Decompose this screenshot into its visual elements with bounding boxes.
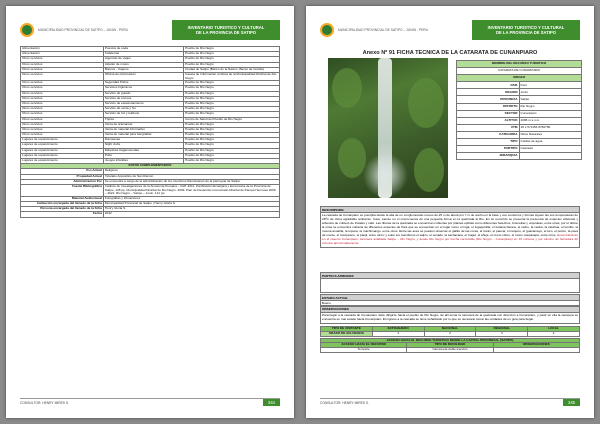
particularities-value [320,279,580,293]
left-page [6,6,294,418]
visitor-type-header: LOCAL [528,327,580,332]
info-value: Perú [519,82,582,89]
service-location: Pueblo de Rio Negro [184,47,280,52]
service-type: Seguridad Pol/se [103,81,183,86]
visitor-type-title: TIPO DE VISITANTE [321,327,373,332]
service-category: Otros servicios [21,96,104,101]
foliage [338,138,366,178]
service-location: Pueblo de Rio Negro [184,96,280,101]
service-type: Puestos de soda [103,47,183,52]
service-type: Servicios higiénicos [103,86,183,91]
info-label: TIPO [457,139,520,146]
info-label: SUBTIPO [457,146,520,153]
service-category: Otros servicios [21,127,104,132]
complementary-label: Uso Actual [21,169,104,174]
service-category: Otros servicios [21,72,104,80]
service-type: Venta de artesanías [103,122,183,127]
service-location: Centro de Salud del Pueblo de Rio Negro [184,117,280,122]
particularities-block [320,272,580,293]
info-row [457,139,582,146]
page-number: 345 [563,399,580,406]
info-row [457,89,582,96]
access-value: Camioneta doble tracción [407,348,493,353]
complementary-value: Fotografías y Filmaciones [103,196,279,201]
service-location: Pueblo de Rio Negro [184,62,280,67]
info-label: SECTOR [457,110,520,117]
service-location: Pueblo de Rio Negro [184,91,280,96]
service-location: Pueblo de Rio Negro [184,52,280,57]
description-block [320,206,580,248]
complementary-label: Material Audiovisual [21,196,104,201]
complementary-value: Henry Gloria S. [103,207,279,212]
foliage [414,148,444,192]
access-header: TIPO DE MOVILIDAD [407,343,493,348]
service-location: Caseta de Información turística de la Municipalidad Distrital de Rio Negro [184,72,280,80]
complementary-value: Vicariato Apostólico de San Ramón [103,174,279,179]
service-type: Servicio de venta y Su [103,107,183,112]
waterfall-mist [363,153,408,198]
service-location: Pueblo de Rio Negro [184,148,280,153]
service-type: Alquiler de motos [103,62,183,67]
info-row [457,82,582,89]
complementary-label: Administración Por [21,179,104,184]
visitor-affluence-label: GRADO DE AFLUENCIA [321,331,373,336]
table-row [21,72,280,80]
inventory-title-line2: DE LA PROVINCIA DE SATIPO [195,30,257,35]
access-value [493,348,579,353]
visitor-type-header: REGIONAL [476,327,528,332]
service-location: Pueblo de Rio Negro [184,57,280,62]
status-value: Bueno [320,301,580,306]
info-row [457,110,582,117]
service-type: Servicio de guiado [103,91,183,96]
service-type: Bancos - Cajeros [103,67,183,72]
info-value [519,153,582,160]
info-value: Cascada [519,146,582,153]
resource-info-table [456,60,582,160]
info-value: Rio Negro [519,103,582,110]
service-type: Venta de material para fotografías [103,133,183,138]
service-category: Otros servicios [21,112,104,117]
service-type: Pubs [103,153,183,158]
service-type: Agencias de viajes [103,57,183,62]
complementary-label: Fecha [21,212,104,217]
page-header [20,20,280,40]
visitor-affluence-value: 4 [476,331,528,336]
info-label: UTM [457,124,520,131]
inventory-title-line2: DE LA PROVINCIA DE SATIPO [495,30,557,35]
info-row [457,117,582,124]
info-value: Sitios Naturales [519,131,582,138]
service-type: Discotecas [103,138,183,143]
info-label: PROVINCIA [457,96,520,103]
info-label: REGION [457,89,520,96]
service-type: Servicio de luz y teléfono [103,112,183,117]
info-row [457,153,582,160]
description-body [320,213,580,248]
info-label: ALTITUD [457,117,520,124]
complementary-row [21,184,280,196]
complementary-value: Religioso [103,169,279,174]
complementary-value: Municipalidad Provincial de Satipo | Henry Gloria S. [103,202,279,207]
resource-name: CATARATA DE CUNANPIARO [457,68,582,75]
service-category: Otros servicios [21,81,104,86]
right-page [306,6,594,418]
service-category: Lugares de esparcimiento [21,153,104,158]
service-location: Pueblo de Rio Negro [184,112,280,117]
service-type: Night clubs [103,143,183,148]
service-location: Pueblo de Rio Negro [184,101,280,106]
service-location: Pueblo de Rio Negro [184,153,280,158]
complementary-row [21,212,280,217]
info-value: Cunanpiaro [519,110,582,117]
info-label: CATEGORIA [457,131,520,138]
complementary-value: Se encuentra a cargo de la administración de los miembros Ramónianos de la parroquia de Satipo. [103,179,279,184]
page-header [320,20,580,40]
access-value: Terrestre [321,348,407,353]
service-category: Otros servicios [21,117,104,122]
status-block [320,294,580,324]
municipality-name: MUNICIPALIDAD PROVINCIAL DE SATIPO – JUNIN - PERU [338,28,429,32]
service-category: Otros servicios [21,107,104,112]
access-header: OBSERVACIONES [493,343,579,348]
visitor-affluence-value: 4 [528,331,580,336]
visitor-table [320,326,580,337]
inventory-title-box [172,20,280,40]
page-number: 344 [263,399,280,406]
service-location: Pueblo de Rio Negro [184,86,280,91]
service-type: Servicio de correos [103,96,183,101]
service-location: Pueblo de Rio Negro [184,127,280,132]
sheet-title: Anexo Nº 91 FICHA TECNICA DE LA CATARATA DE CUNANPIARO [362,50,538,56]
visitor-block [320,326,580,353]
service-location: Pueblo de Rio Negro [184,159,280,164]
service-type: Máquinas tragamonedas [103,148,183,153]
consultant-name: CONSULTOR: HENRY MIRES S. [320,400,370,405]
foliage [332,68,362,108]
info-row [457,146,582,153]
complementary-value: Instituto de Investigaciones de la Amazonía Peruana – IIAP. 2011. Zonificación Ecológica y Económica de la Provincia de Satipo, 128 pp. Municipalidad Distrital de Rio Negro. 2009. Plan de Desarrollo Concertado Distrital de Pampa Hermosa 2009 – 2021. Rio Negro – Satipo – Junín. 121 pp. [103,184,279,196]
description-title: DESCRIPCION [320,206,580,213]
service-location: Pueblo de Rio Negro [184,122,280,127]
description-text: La cascada de Cunanpiaro se precipita desde la alta de un conglomerado rocoso de 25 m de altura por 7 m de ancho en la base y sus contornos y formas siguen las sus temperaturas de 28ºC de clima agradable ambiente. Cara, caerse en el microcuenca de una pequeña forma en la quebrada al Rio. En su recorrido se presenta la presencia de especies arbóreas y arbustos de cultivos de frutales y café. Las riberas de la quebrada se encuentran cubiertas por plantas epifitas como diferentes helechos, bromelias y orquídeas, entre otras; por el último la cima se encuentra cubierta de diferentes especies de flora que se encuentran en el lugar como el ingá, el ingaquinilla, el bolaina blanca, el cedro, la caoba, la catahua, el tornillo, la moena amarilla, la lupuna, la machimango, entre otros. Entre las aves se pueden observar el gallito de las rocas, el tucán, el paucar, el relojero, el guacamayo, el loro, el perico, la pava de monte, el trompetero, el paujil, entre otros; y entre los mamíferos el sajino, el venado, la sachavaca, el majaz, el añuje, el mono choro, el mono maquisapa, entre otros. [322,213,578,237]
status-title: ESTADO ACTUAL [320,294,580,301]
info-value: Caídas de agua [519,139,582,146]
service-category: Otros servicios [21,101,104,106]
service-category: Lugares de esparcimiento [21,148,104,153]
info-row [457,124,582,131]
service-category: Alimentación [21,47,104,52]
services-table [20,46,280,218]
visitor-affluence-value: 2 [424,331,476,336]
service-location: Pueblo de Rio Negro [184,107,280,112]
complementary-label: Institución encargada del llenado de la ficha [21,202,104,207]
access-table [320,338,580,353]
service-location: Pueblo de Rio Negro [184,143,280,148]
access-note: Encontrándose en el caserío Cunanpiaro; carretera asfaltada Satipo – Rio Negro, y desde Rio Negro por trocha carrozable (Rio Negro – Cunanpiaro) en 15 minutos y por camino de herradura 20 minutos aproximadamente. [322,232,578,245]
info-value: Satipo [519,96,582,103]
page-footer [20,398,280,406]
service-category: Lugares de esparcimiento [21,138,104,143]
info-label: JERARQUIA [457,153,520,160]
visitor-type-header: NACIONAL [424,327,476,332]
service-category: Otros servicios [21,57,104,62]
consultant-name: CONSULTOR: HENRY MIRES S. [20,400,70,405]
info-row [457,96,582,103]
info-row [457,131,582,138]
service-category: Otros servicios [21,91,104,96]
service-type: Juegos infantiles [103,159,183,164]
location-header: UBIGEO [457,75,582,82]
service-location: Ciudad de Satipo (Banco de la Nación, Banco de Crédito) [184,67,280,72]
complementary-label: Persona encargada del llenado de la ficha [21,207,104,212]
service-category: Otros servicios [21,133,104,138]
inventory-title-line1: INVENTARIO TURISTICO Y CULTURAL [187,24,265,30]
particularities-title: PARTICULARIDADES [320,272,580,279]
inventory-title-line1: INVENTARIO TURISTICO Y CULTURAL [487,24,565,30]
complementary-label: Fuente Bibliográfica [21,184,104,196]
complementary-title: DATOS COMPLEMENTARIOS [21,164,280,169]
observations-title: OBSERVACIONES [320,306,580,313]
service-category: Otros servicios [21,86,104,91]
service-type: Venta de material informativo [103,127,183,132]
service-category: Lugares de esparcimiento [21,143,104,148]
municipality-logo-icon [20,23,34,37]
service-location: Pueblo de Rio Negro [184,81,280,86]
service-type: Tópico [103,117,183,122]
complementary-label: Propiedad Actual [21,174,104,179]
observations-text: Para llegar a la cascada de Cunanpiaro debe dirigirse hacia el pueblo de Rio Negro, de allí tomar la carretera de la quebrada con dirección a Cunanpiaro, y partir en ella la carretera se encuentra en mal estado hacia Cunanpiaro. El ingreso a la cascada se tiene señalizado por lo que es necesario tomar las unidades de un guía para llegar. [320,313,580,324]
info-label: PAIS [457,82,520,89]
complementary-value: 2012 [103,212,279,217]
info-value: 1088 m.s.n.m. [519,117,582,124]
info-header: NOMBRE DEL RECURSO TURISTICO [457,61,582,68]
access-header: ACCESO HACIA EL RECURSO [321,343,407,348]
access-title: ACCESO HACIA EL RECURSO TURISTICO DESDE LA CAPITAL PROVINCIAL (SATIPO) [321,338,580,343]
info-row [457,103,582,110]
waterfall-photo [328,58,448,198]
service-type: Servicio de estacionamiento [103,101,183,106]
inventory-title-box [472,20,580,40]
service-location: Pueblo de Rio Negro [184,133,280,138]
municipality-name: MUNICIPALIDAD PROVINCIAL DE SATIPO – JUNIN - PERU [38,28,129,32]
info-label: DISTRITO [457,103,520,110]
page-footer [320,398,580,406]
service-type: Oficina de información [103,72,183,80]
service-category: Otros servicios [21,122,104,127]
foliage [408,78,444,128]
info-value: 18 L 571156 8766750 [519,124,582,131]
service-category: Otros servicios [21,62,104,67]
info-value: Junín [519,89,582,96]
municipality-logo-icon [320,23,334,37]
service-type: Cafeterías [103,52,183,57]
service-location: Pueblo de Rio Negro [184,138,280,143]
service-category: Lugares de esparcimiento [21,159,104,164]
visitor-affluence-value: 1 [372,331,424,336]
service-category: Otros servicios [21,67,104,72]
service-category: Alimentación [21,52,104,57]
visitor-type-header: EXTRANJERO [372,327,424,332]
